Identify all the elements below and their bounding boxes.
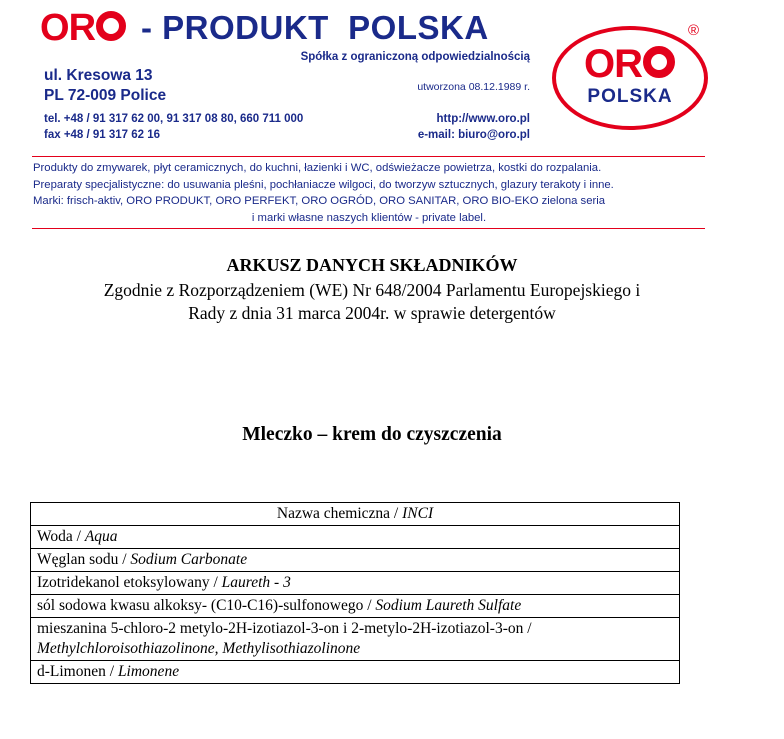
chem-name: d-Limonen / [37, 663, 118, 680]
ingredient-cell [31, 526, 680, 549]
chem-name: Woda / [37, 528, 85, 545]
chem-name: Węglan sodu / [37, 551, 131, 568]
address-city: PL 72-009 Police [44, 87, 167, 104]
table-row [31, 595, 680, 618]
phone-numbers: tel. +48 / 91 317 62 00, 91 317 08 80, 660 711 000 [44, 113, 304, 125]
inci-name: Methylchloroisothiazolinone, Methylisothiazolinone [37, 640, 361, 657]
products-line: Preparaty specjalistyczne: do usuwania pleśni, pochłaniacze wilgoci, do tworzyw sztucznych, glazury terakoty i inne. [33, 178, 614, 191]
document-subtitle-line1: Zgodnie z Rozporządzeniem (WE) Nr 648/2004 Parlamentu Europejskiego i [103, 280, 641, 300]
oro-logo: OR [40, 9, 127, 47]
inci-name: Sodium Laureth Sulfate [375, 597, 522, 614]
table-row [31, 618, 680, 661]
badge-oro-logo: OR [568, 44, 692, 84]
chem-name: Izotridekanol etoksylowany / [37, 574, 222, 591]
table-header-cell [31, 503, 680, 526]
fax-number: fax +48 / 91 317 62 16 [44, 129, 161, 141]
company-type: Spółka z ograniczoną odpowiedzialnością [300, 51, 530, 63]
email-link[interactable]: e-mail: biuro@oro.pl [417, 129, 530, 141]
inci-name: Limonene [117, 663, 180, 680]
table-row [31, 526, 680, 549]
chem-name: mieszanina 5-chloro-2 metylo-2H-izotiazol-3-on i 2-metylo-2H-izotiazol-3-on / [37, 620, 532, 637]
logo-ring-icon [96, 11, 126, 41]
created-date: utworzona 08.12.1989 r. [417, 81, 530, 93]
document-subtitle-line2: Rady z dnia 31 marca 2004r. w sprawie detergentów [188, 303, 556, 323]
products-line: Produkty do zmywarek, płyt ceramicznych, do kuchni, łazienki i WC, odświeżacze powietrza, kostki do rozpalania. [33, 162, 602, 174]
products-line: Marki: frisch-aktiv, ORO PRODUKT, ORO PERFEKT, ORO OGRÓD, ORO SANITAR, ORO BIO-EKO zielona seria [33, 195, 606, 207]
ingredient-cell [31, 595, 680, 618]
ingredients-table [30, 502, 680, 684]
address-street: ul. Kresowa 13 [44, 67, 153, 84]
table-row [31, 572, 680, 595]
product-name: Mleczko – krem do czyszczenia [242, 424, 502, 445]
header-plain: Nazwa chemiczna / [276, 505, 403, 522]
inci-name: Sodium Carbonate [130, 551, 248, 568]
ingredient-cell [31, 661, 680, 684]
ingredient-cell [31, 618, 680, 661]
registered-mark: ® [688, 22, 700, 39]
header-divider-bottom [32, 228, 705, 229]
table-row [31, 661, 680, 684]
website-link[interactable]: http://www.oro.pl [436, 113, 530, 125]
brand-title: - PRODUKT POLSKA [141, 9, 489, 46]
inci-name: Aqua [84, 528, 118, 545]
brand-row [40, 6, 489, 50]
header-divider-top [32, 156, 705, 157]
chem-name: sól sodowa kwasu alkoksy- (C10-C16)-sulfonowego / [37, 597, 376, 614]
table-header-row [31, 503, 680, 526]
table-row [31, 549, 680, 572]
header-italic: INCI [402, 505, 434, 522]
badge-polska-text: POLSKA [587, 86, 673, 107]
inci-name: Laureth - 3 [221, 574, 291, 591]
products-line: i marki własne naszych klientów - private label. [251, 211, 487, 224]
ingredient-cell [31, 572, 680, 595]
products-description [33, 160, 705, 226]
badge-ring-icon [643, 46, 675, 78]
ingredient-cell [31, 549, 680, 572]
document-title: ARKUSZ DANYCH SKŁADNIKÓW [226, 255, 518, 275]
